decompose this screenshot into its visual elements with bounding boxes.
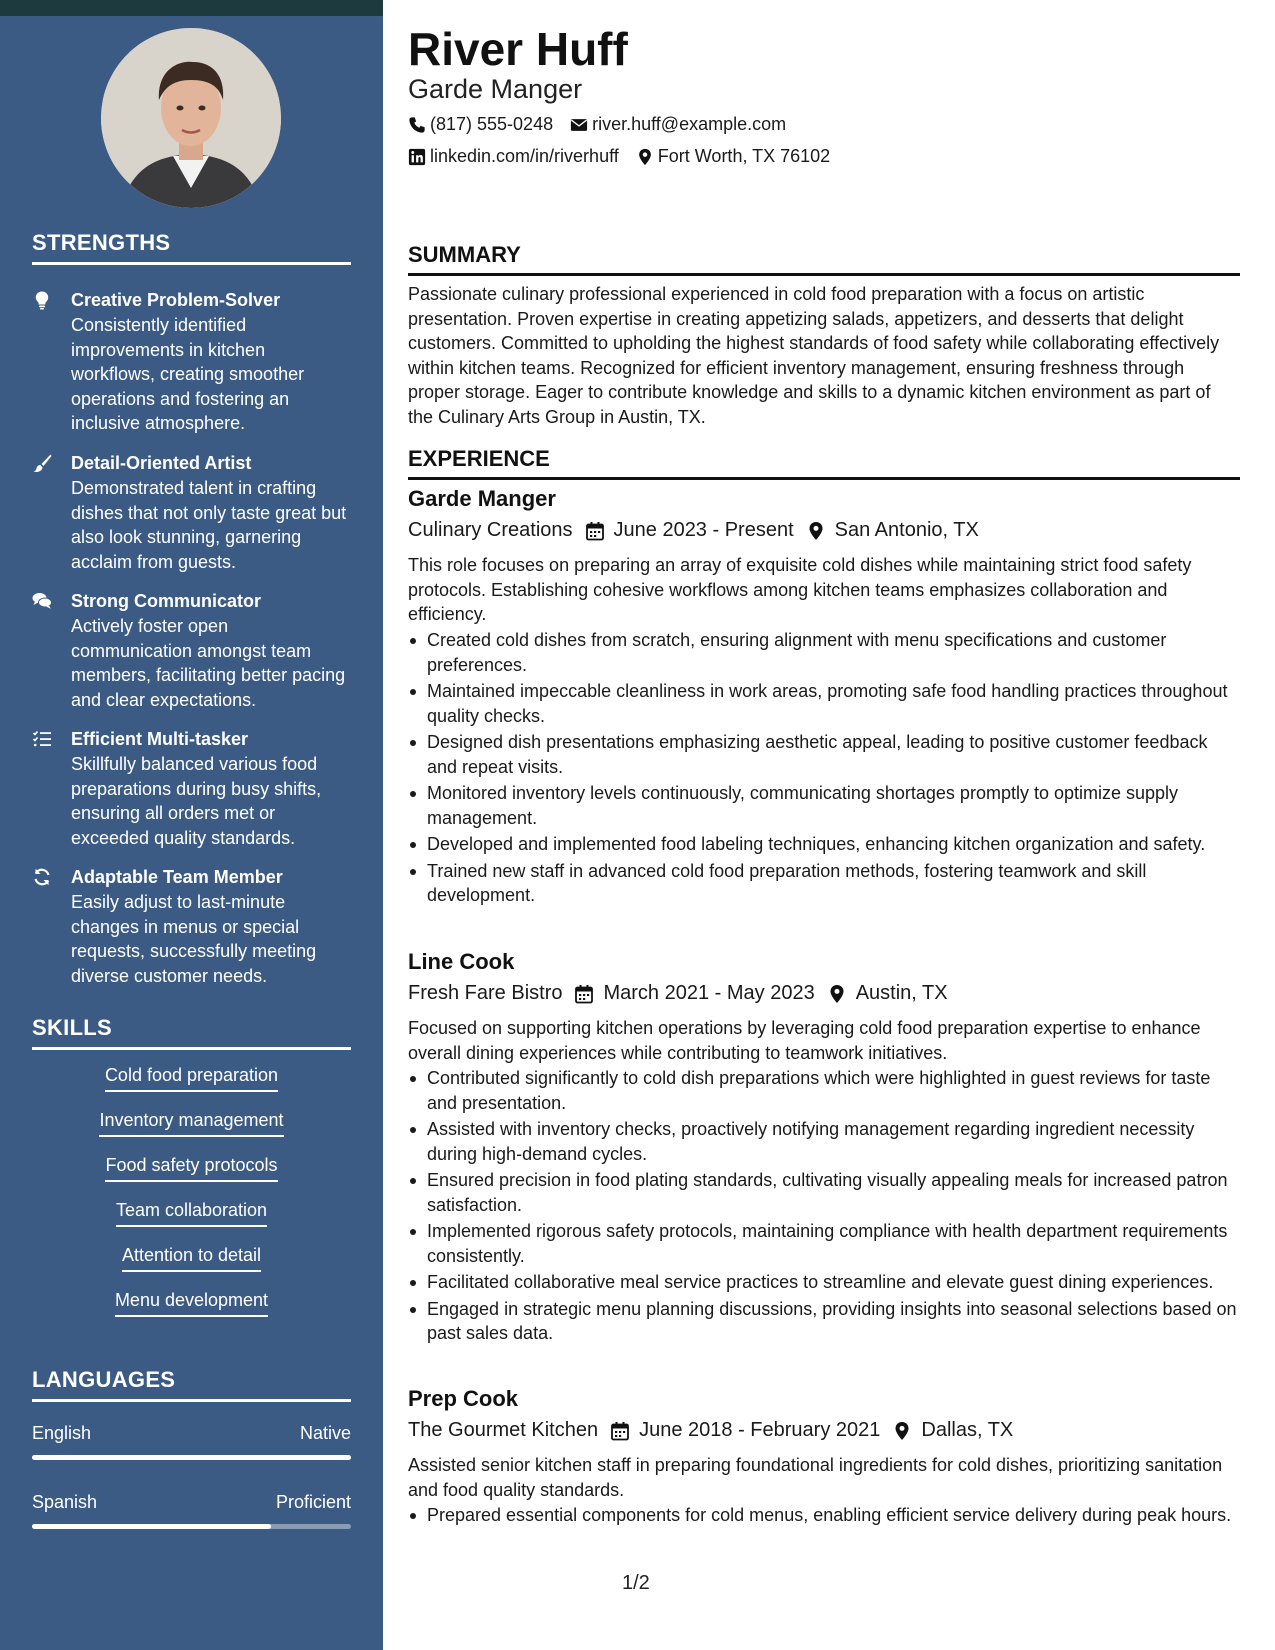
- linkedin-url[interactable]: linkedin.com/in/riverhuff: [430, 146, 619, 166]
- calendar-icon: [610, 1421, 630, 1441]
- summary-text: Passionate culinary professional experienced in cold food preparation with a focus on artistic presentation. Proven expertise in creating appetizing salads, appetizers, and desserts that delight customers. Committed to upholding the highest standards of food safety while collaborating effectively within kitchen teams. Recognized for efficient inventory management, ensuring freshness through proper storage. Eager to contribute knowledge and skills to a dynamic kitchen environment as part of the Culinary Arts Group in Austin, TX.: [408, 284, 1220, 427]
- list-item: Facilitated collaborative meal service practices to streamline and elevate guest dining experiences.: [408, 1270, 1240, 1295]
- strength-description: Consistently identified improvements in kitchen workflows, creating smoother operations and fostering an inclusive atmosphere.: [71, 315, 305, 433]
- job-title: Prep Cook: [408, 1386, 519, 1411]
- skill-item: Inventory management: [32, 1108, 351, 1137]
- skill-item: Team collaboration: [32, 1198, 351, 1227]
- location-pin-icon: [892, 1421, 912, 1441]
- contact-row: [408, 146, 847, 167]
- location-text: Fort Worth, TX 76102: [657, 146, 831, 166]
- job-bullets: [408, 628, 1240, 910]
- job-dates: June 2018 - February 2021: [639, 1419, 881, 1441]
- job-location: Dallas, TX: [921, 1419, 1014, 1441]
- avatar: [101, 28, 281, 208]
- sidebar: [0, 0, 383, 1650]
- job-bullets: [408, 1503, 1240, 1530]
- list-item: Developed and implemented food labeling techniques, enhancing kitchen organization and safety.: [408, 832, 1240, 857]
- candidate-name: River Huff: [408, 23, 628, 75]
- languages-heading: LANGUAGES: [32, 1367, 351, 1402]
- experience-heading: EXPERIENCE: [408, 446, 1240, 480]
- language-name: Spanish: [32, 1492, 98, 1512]
- page-indicator: 1/2: [622, 1572, 650, 1594]
- location-pin-icon: [806, 521, 826, 541]
- job-bullets: [408, 1066, 1240, 1348]
- skills-heading: SKILLS: [32, 1015, 351, 1050]
- job-location: San Antonio, TX: [834, 519, 979, 541]
- sync-icon: [32, 867, 54, 889]
- skill-item: Food safety protocols: [32, 1153, 351, 1182]
- strength-description: Skillfully balanced various food preparations during busy shifts, ensuring all orders met or exceeded quality standards.: [71, 754, 322, 848]
- job-company: The Gourmet Kitchen: [408, 1419, 599, 1441]
- strengths-heading: STRENGTHS: [32, 230, 351, 265]
- job-title: Garde Manger: [408, 486, 556, 511]
- job-company: Fresh Fare Bistro: [408, 982, 563, 1004]
- language-level: Proficient: [275, 1492, 351, 1512]
- task-list-icon: [32, 729, 54, 751]
- job-company: Culinary Creations: [408, 519, 573, 541]
- chat-bubbles-icon: [32, 591, 54, 613]
- contact-row: [408, 114, 803, 135]
- language-proficiency-bar: [32, 1524, 351, 1529]
- list-item: Maintained impeccable cleanliness in work areas, promoting safe food handling practices throughout quality checks.: [408, 679, 1240, 728]
- language-name: English: [32, 1423, 92, 1443]
- calendar-icon: [574, 984, 594, 1004]
- list-item: Assisted with inventory checks, proactively notifying management regarding ingredient necessity during high-demand cycles.: [408, 1117, 1240, 1166]
- job-meta: [408, 1419, 1013, 1442]
- strength-title: Strong Communicator: [71, 591, 262, 611]
- skill-item: Menu development: [32, 1288, 351, 1317]
- sidebar-top-bar: [0, 0, 383, 16]
- list-item: Created cold dishes from scratch, ensuring alignment with menu specifications and customer preferences.: [408, 628, 1240, 677]
- job-title: Line Cook: [408, 949, 515, 974]
- job-description: Focused on supporting kitchen operations by leveraging cold food preparation expertise to enhance overall dining experiences while contributing to teamwork initiatives.: [408, 1018, 1201, 1063]
- job-dates: March 2021 - May 2023: [603, 982, 815, 1004]
- job-location: Austin, TX: [855, 982, 948, 1004]
- location-pin-icon: [636, 148, 654, 166]
- strength-title: Detail-Oriented Artist: [71, 453, 252, 473]
- strength-description: Demonstrated talent in crafting dishes that not only taste great but also look stunning, garnering acclaim from guests.: [71, 478, 347, 572]
- lightbulb-icon: [32, 290, 54, 312]
- job-description: This role focuses on preparing an array of exquisite cold dishes while maintaining strict food safety protocols. Establishing cohesive workflows among kitchen teams emphasizes collaboration and efficiency.: [408, 555, 1192, 624]
- list-item: Implemented rigorous safety protocols, maintaining compliance with health department requirements consistently.: [408, 1219, 1240, 1268]
- list-item: Contributed significantly to cold dish preparations which were highlighted in guest reviews for taste and presentation.: [408, 1066, 1240, 1115]
- list-item: Prepared essential components for cold menus, enabling efficient service delivery during peak hours.: [408, 1503, 1240, 1528]
- email-contact: [570, 114, 786, 135]
- strength-title: Efficient Multi-tasker: [71, 729, 249, 749]
- strength-title: Adaptable Team Member: [71, 867, 283, 887]
- language-level: Native: [299, 1423, 351, 1443]
- skill-item: Attention to detail: [32, 1243, 351, 1272]
- paintbrush-icon: [32, 453, 54, 475]
- linkedin-contact: [408, 146, 619, 167]
- job-meta: [408, 982, 948, 1005]
- job-description: Assisted senior kitchen staff in preparing foundational ingredients for cold dishes, prioritizing sanitation and food quality standards.: [408, 1455, 1223, 1500]
- language-proficiency-bar: [32, 1455, 351, 1460]
- job-dates: June 2023 - Present: [613, 519, 794, 541]
- phone-contact: [408, 114, 553, 135]
- list-item: Engaged in strategic menu planning discussions, providing insights into seasonal selections based on past sales data.: [408, 1297, 1240, 1346]
- list-item: Trained new staff in advanced cold food preparation methods, fostering teamwork and skill development.: [408, 859, 1240, 908]
- job-meta: [408, 519, 979, 542]
- skill-item: Cold food preparation: [32, 1063, 351, 1092]
- envelope-icon: [570, 116, 588, 134]
- strength-title: Creative Problem-Solver: [71, 290, 281, 310]
- phone-number[interactable]: (817) 555-0248: [430, 114, 554, 134]
- list-item: Designed dish presentations emphasizing aesthetic appeal, leading to positive customer feedback and repeat visits.: [408, 730, 1240, 779]
- location-contact: [636, 146, 830, 167]
- strength-description: Easily adjust to last-minute changes in menus or special requests, successfully meeting diverse customer needs.: [71, 892, 317, 986]
- calendar-icon: [585, 521, 605, 541]
- linkedin-icon: [408, 148, 426, 166]
- list-item: Ensured precision in food plating standards, cultivating visually appealing meals for increased patron satisfaction.: [408, 1168, 1240, 1217]
- profile-photo: [101, 28, 281, 208]
- location-pin-icon: [827, 984, 847, 1004]
- email-address[interactable]: river.huff@example.com: [592, 114, 787, 134]
- list-item: Monitored inventory levels continuously, communicating shortages promptly to optimize supply management.: [408, 781, 1240, 830]
- strength-description: Actively foster open communication amongst team members, facilitating better pacing and clear expectations.: [71, 616, 346, 710]
- candidate-title: Garde Manger: [408, 74, 583, 104]
- summary-heading: SUMMARY: [408, 242, 1240, 276]
- phone-icon: [408, 116, 426, 134]
